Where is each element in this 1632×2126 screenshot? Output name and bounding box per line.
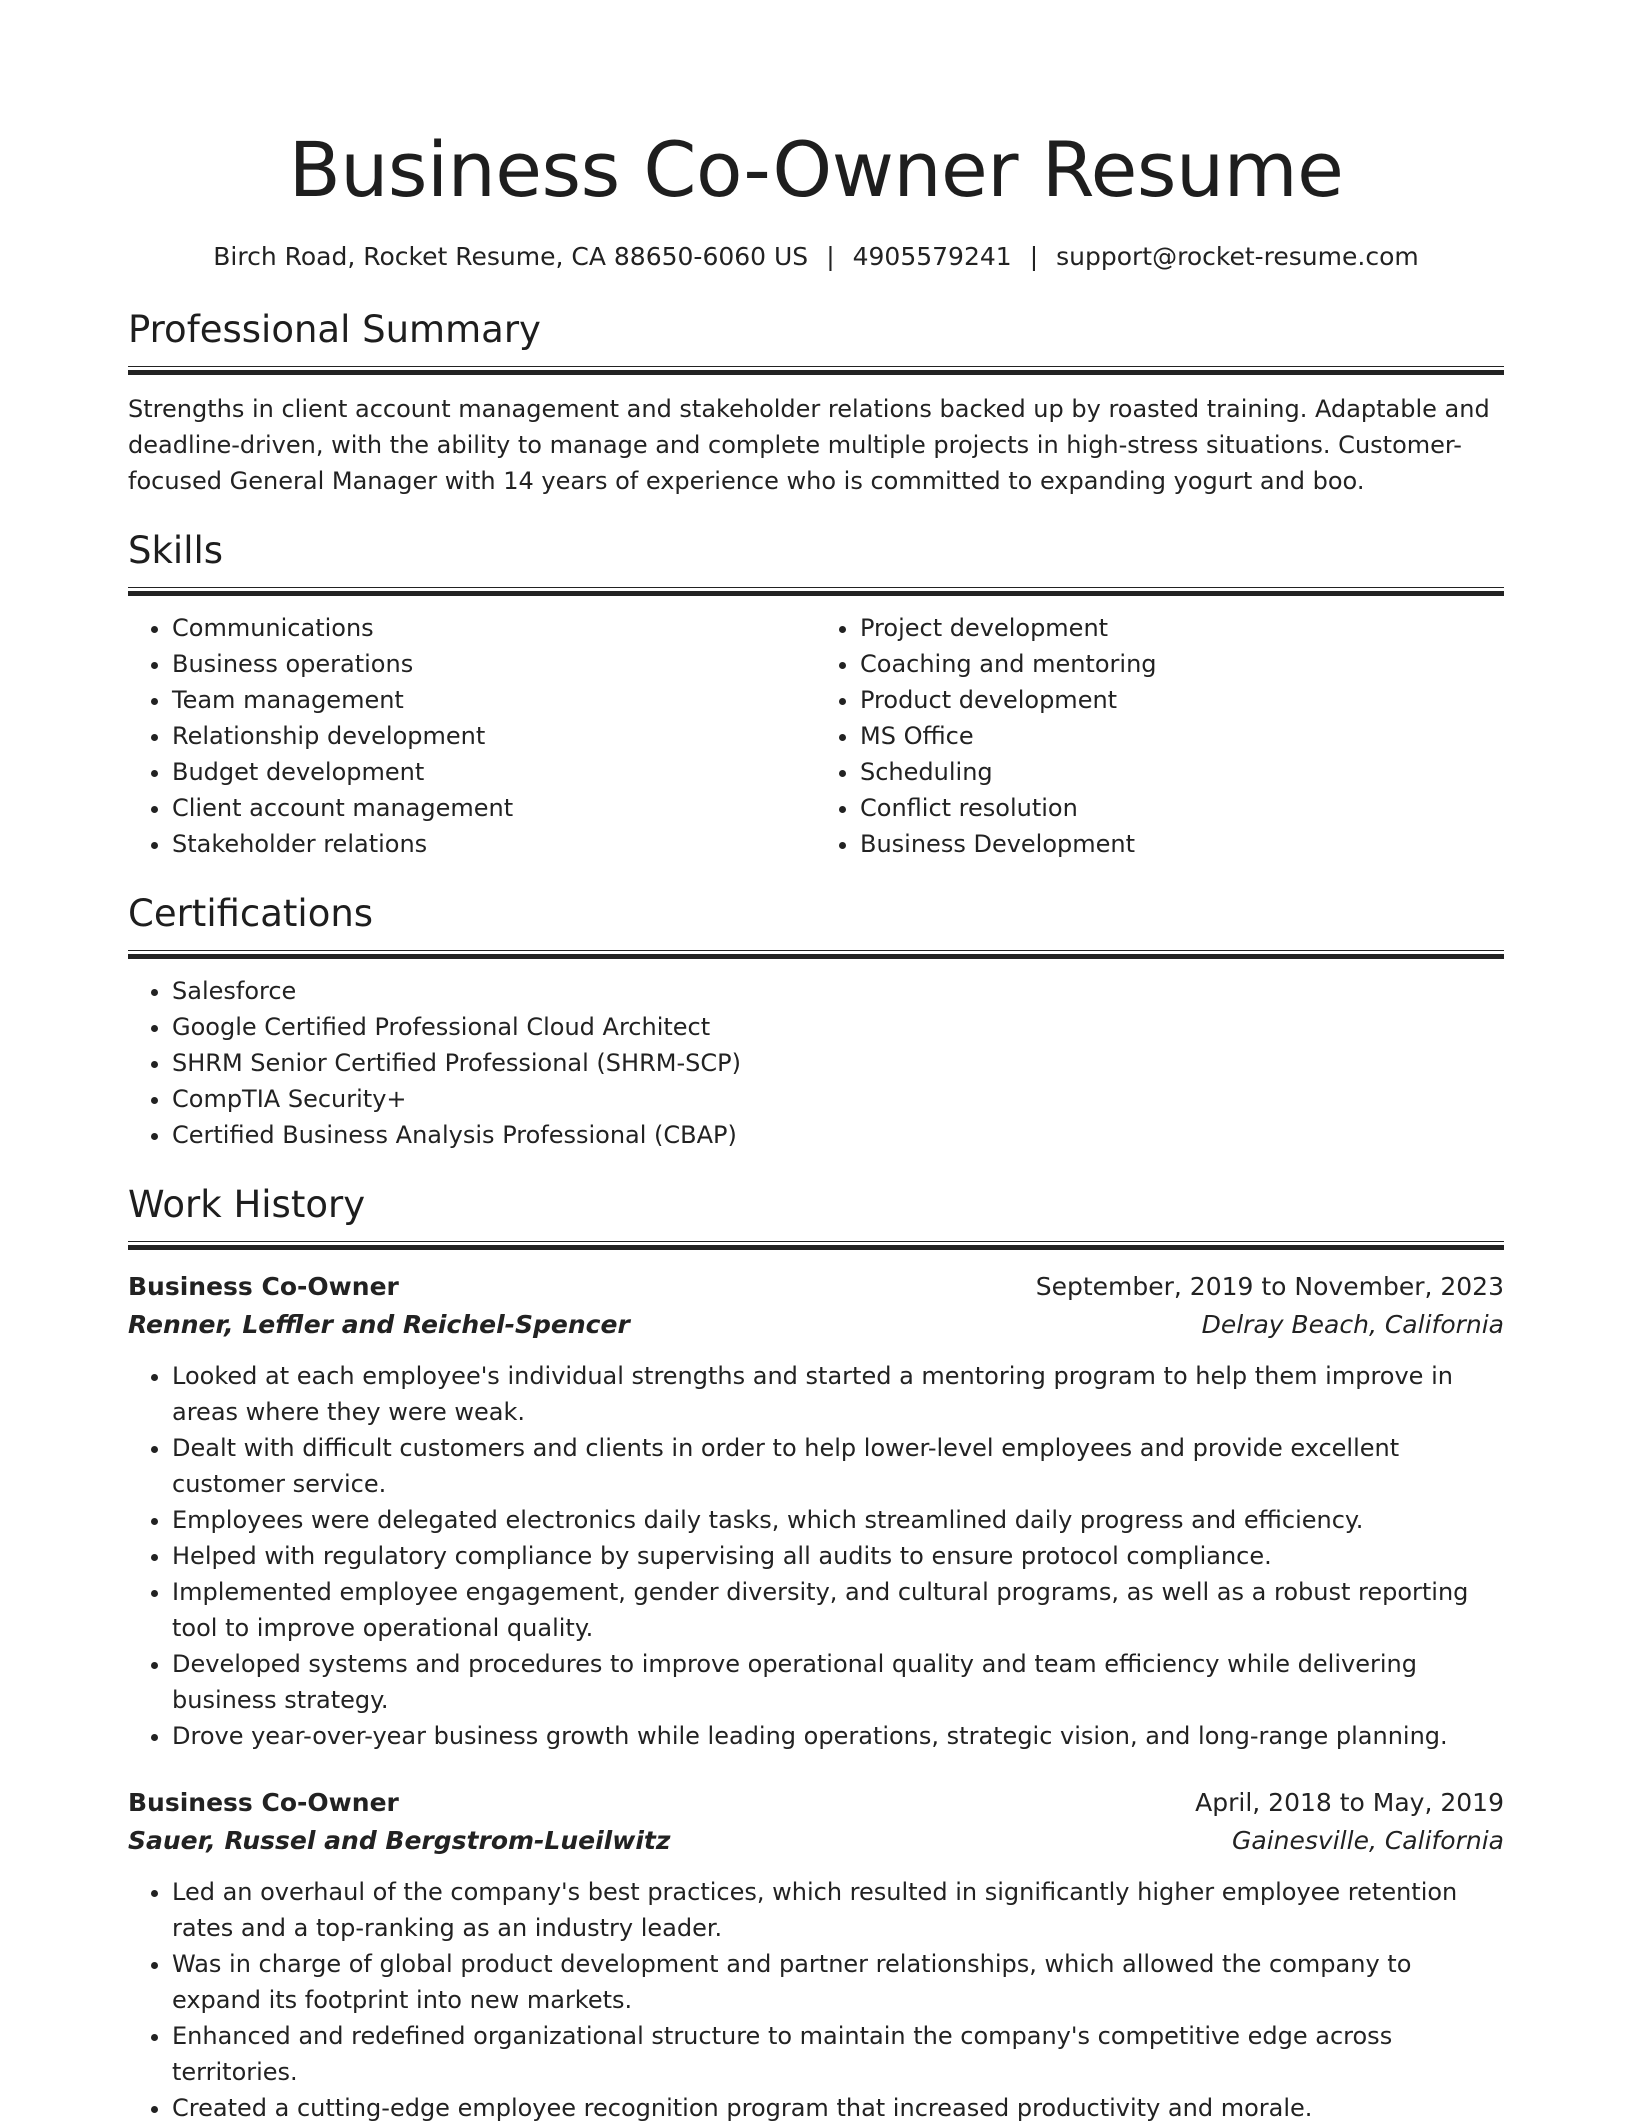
job-header-row bbox=[128, 1268, 1504, 1306]
job-bullet: • Helped with regulatory compliance by supervising all audits to ensure protocol compliance. bbox=[172, 1538, 1504, 1574]
certifications-list bbox=[128, 973, 1504, 1153]
contact-email: support@rocket-resume.com bbox=[1056, 242, 1419, 271]
skill-item: • Communications bbox=[172, 610, 816, 646]
skill-item: • Team management bbox=[172, 682, 816, 718]
certifications-heading: Certifications bbox=[128, 892, 374, 935]
job-bullet: • Implemented employee engagement, gender diversity, and cultural programs, as well as a robust reporting tool to improve operational quality. bbox=[172, 1574, 1504, 1646]
certification-item: • Google Certified Professional Cloud Architect bbox=[172, 1009, 1504, 1045]
skill-item: • Stakeholder relations bbox=[172, 826, 816, 862]
certification-item: • SHRM Senior Certified Professional (SHRM-SCP) bbox=[172, 1045, 1504, 1081]
summary-heading: Professional Summary bbox=[128, 308, 541, 351]
summary-section bbox=[128, 306, 1504, 499]
work-heading: Work History bbox=[128, 1183, 366, 1226]
job-location: Gainesville, California bbox=[1232, 1826, 1504, 1855]
job-company: Renner, Leffler and Reichel-Spencer bbox=[128, 1310, 630, 1339]
skills-heading: Skills bbox=[128, 529, 224, 572]
job-title: Business Co-Owner bbox=[128, 1788, 399, 1817]
job-bullet: • Was in charge of global product development and partner relationships, which allowed the company to expand its footprint into new markets. bbox=[172, 1946, 1504, 2018]
section-divider bbox=[128, 1241, 1504, 1250]
certification-item: • Certified Business Analysis Professional (CBAP) bbox=[172, 1117, 1504, 1153]
job-company: Sauer, Russel and Bergstrom-Lueilwitz bbox=[128, 1826, 671, 1855]
certification-item: • CompTIA Security+ bbox=[172, 1081, 1504, 1117]
skill-item: • Business Development bbox=[860, 826, 1504, 862]
skill-item: • Scheduling bbox=[860, 754, 1504, 790]
skill-item: • Relationship development bbox=[172, 718, 816, 754]
summary-text: Strengths in client account management and stakeholder relations backed up by roasted training. Adaptable and deadline-driven, with the ability to manage and complete multiple projects in high-stress situations. Customer-focused General Manager with 14 years of experience who is committed to expanding yogurt and boo. bbox=[128, 395, 1490, 495]
section-divider bbox=[128, 366, 1504, 375]
job-bullet: • Dealt with difficult customers and clients in order to help lower-level employees and provide excellent customer service. bbox=[172, 1430, 1504, 1502]
page-title: Business Co-Owner Resume bbox=[288, 125, 1344, 214]
job-bullet: • Looked at each employee's individual strengths and started a mentoring program to help them improve in areas where they were weak. bbox=[172, 1358, 1504, 1430]
skill-item: • Budget development bbox=[172, 754, 816, 790]
job-bullet: • Developed systems and procedures to improve operational quality and team efficiency while delivering business strategy. bbox=[172, 1646, 1504, 1718]
job-entry bbox=[128, 1784, 1504, 2126]
contact-separator: | bbox=[826, 242, 835, 271]
job-location: Delray Beach, California bbox=[1201, 1310, 1504, 1339]
contact-separator: | bbox=[1029, 242, 1039, 271]
job-company-row bbox=[128, 1822, 1504, 1860]
section-divider bbox=[128, 950, 1504, 959]
job-bullets bbox=[128, 1358, 1504, 1754]
job-bullet: • Drove year-over-year business growth while leading operations, strategic vision, and long-range planning. bbox=[172, 1718, 1504, 1754]
section-divider bbox=[128, 587, 1504, 596]
job-bullet: • Enhanced and redefined organizational structure to maintain the company's competitive edge across territories. bbox=[172, 2018, 1504, 2090]
skill-item: • Conflict resolution bbox=[860, 790, 1504, 826]
certifications-section bbox=[128, 890, 1504, 1153]
contact-phone: 4905579241 bbox=[852, 242, 1012, 271]
contact-line bbox=[128, 240, 1504, 274]
skill-item: • Business operations bbox=[172, 646, 816, 682]
job-company-row bbox=[128, 1306, 1504, 1344]
work-section bbox=[128, 1181, 1504, 2126]
certification-item: • Salesforce bbox=[172, 973, 1504, 1009]
job-title: Business Co-Owner bbox=[128, 1272, 399, 1301]
skill-item: • Coaching and mentoring bbox=[860, 646, 1504, 682]
resume-page bbox=[128, 0, 1504, 2126]
job-bullets bbox=[128, 1874, 1504, 2126]
skill-item: • Product development bbox=[860, 682, 1504, 718]
job-entry bbox=[128, 1268, 1504, 1754]
skill-item: • Project development bbox=[860, 610, 1504, 646]
skills-list-left bbox=[128, 610, 816, 862]
job-bullet: • Led an overhaul of the company's best practices, which resulted in significantly higher employee retention rates and a top-ranking as an industry leader. bbox=[172, 1874, 1504, 1946]
job-bullet: • Employees were delegated electronics daily tasks, which streamlined daily progress and efficiency. bbox=[172, 1502, 1504, 1538]
skills-grid bbox=[128, 610, 1504, 862]
job-dates: April, 2018 to May, 2019 bbox=[1195, 1788, 1504, 1817]
contact-address: Birch Road, Rocket Resume, CA 88650-6060 US bbox=[213, 242, 809, 271]
skills-list-right bbox=[816, 610, 1504, 862]
job-bullet: • Created a cutting-edge employee recognition program that increased productivity and morale. bbox=[172, 2090, 1504, 2126]
skills-section bbox=[128, 527, 1504, 862]
job-header-row bbox=[128, 1784, 1504, 1822]
skill-item: • MS Office bbox=[860, 718, 1504, 754]
skill-item: • Client account management bbox=[172, 790, 816, 826]
job-dates: September, 2019 to November, 2023 bbox=[1035, 1272, 1504, 1301]
